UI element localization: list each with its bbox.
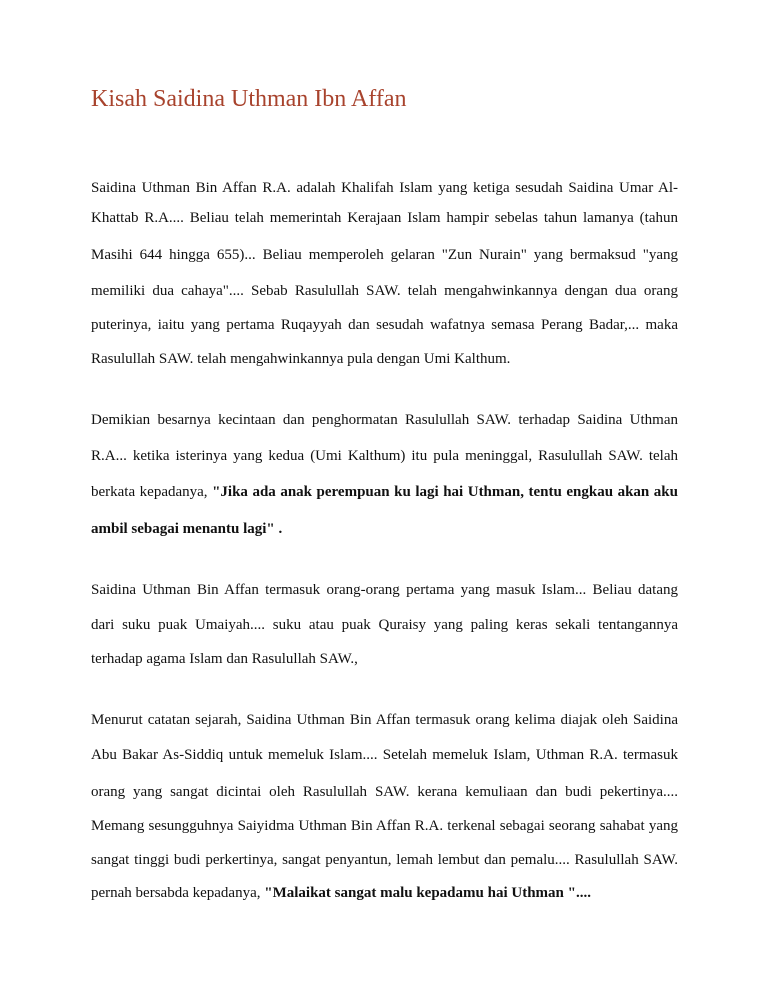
paragraph-4-quote: "Malaikat sangat malu kepadamu hai Uthman ".... — [264, 885, 591, 901]
paragraph-1-line-2: Khattab R.A.... Beliau telah memerintah Kerajaan Islam hampir sebelas tahun lamanya (tahun — [91, 210, 678, 226]
paragraph-3-line-1: Saidina Uthman Bin Affan termasuk orang-orang pertama yang masuk Islam... Beliau datang — [91, 582, 678, 598]
paragraph-4-line-2: Abu Bakar As-Siddiq untuk memeluk Islam.... Setelah memeluk Islam, Uthman R.A. termasuk — [91, 747, 678, 763]
paragraph-2-line-3-plain: berkata kepadanya, — [91, 484, 213, 500]
paragraph-1-line-4: memiliki dua cahaya".... Sebab Rasulullah SAW. telah mengahwinkannya dengan dua orang — [91, 283, 678, 299]
paragraph-4-line-6-plain: pernah bersabda kepadanya, — [91, 885, 265, 901]
paragraph-4-line-6 — [91, 883, 678, 903]
paragraph-1-line-6: Rasulullah SAW. telah mengahwinkannya pula dengan Umi Kalthum. — [91, 351, 511, 367]
paragraph-2-line-2: R.A... ketika isterinya yang kedua (Umi Kalthum) itu pula meninggal, Rasulullah SAW. telah — [91, 448, 678, 464]
document-title: Kisah Saidina Uthman Ibn Affan — [91, 86, 407, 112]
paragraph-2-line-3 — [91, 482, 678, 502]
paragraph-4-line-5: sangat tinggi budi perkertinya, sangat penyantun, lemah lembut dan pemalu.... Rasulullah SAW. — [91, 852, 678, 868]
paragraph-3-line-2: dari suku puak Umaiyah.... suku atau puak Quraisy yang paling keras sekali tentangannya — [91, 617, 678, 633]
paragraph-2-line-1: Demikian besarnya kecintaan dan penghormatan Rasulullah SAW. terhadap Saidina Uthman — [91, 412, 678, 428]
paragraph-1-line-1: Saidina Uthman Bin Affan R.A. adalah Khalifah Islam yang ketiga sesudah Saidina Umar Al- — [91, 180, 678, 196]
paragraph-2-quote-part-2: ambil sebagai menantu lagi" . — [91, 521, 283, 537]
paragraph-4-line-3: orang yang sangat dicintai oleh Rasulullah SAW. kerana kemuliaan dan budi pekertinya.... — [91, 784, 678, 800]
paragraph-1-line-3: Masihi 644 hingga 655)... Beliau memperoleh gelaran "Zun Nurain" yang bermaksud "yang — [91, 247, 678, 263]
paragraph-4-line-1: Menurut catatan sejarah, Saidina Uthman Bin Affan termasuk orang kelima diajak oleh Saidina — [91, 712, 678, 728]
paragraph-1-line-5: puterinya, iaitu yang pertama Ruqayyah dan sesudah wafatnya semasa Perang Badar,... maka — [91, 317, 678, 333]
paragraph-3-line-3: terhadap agama Islam dan Rasulullah SAW., — [91, 651, 358, 667]
paragraph-4-line-4: Memang sesungguhnya Saiyidma Uthman Bin Affan R.A. terkenal sebagai seorang sahabat yang — [91, 818, 678, 834]
paragraph-2-quote-part-1: "Jika ada anak perempuan ku lagi hai Uthman, tentu engkau akan aku — [212, 484, 678, 500]
